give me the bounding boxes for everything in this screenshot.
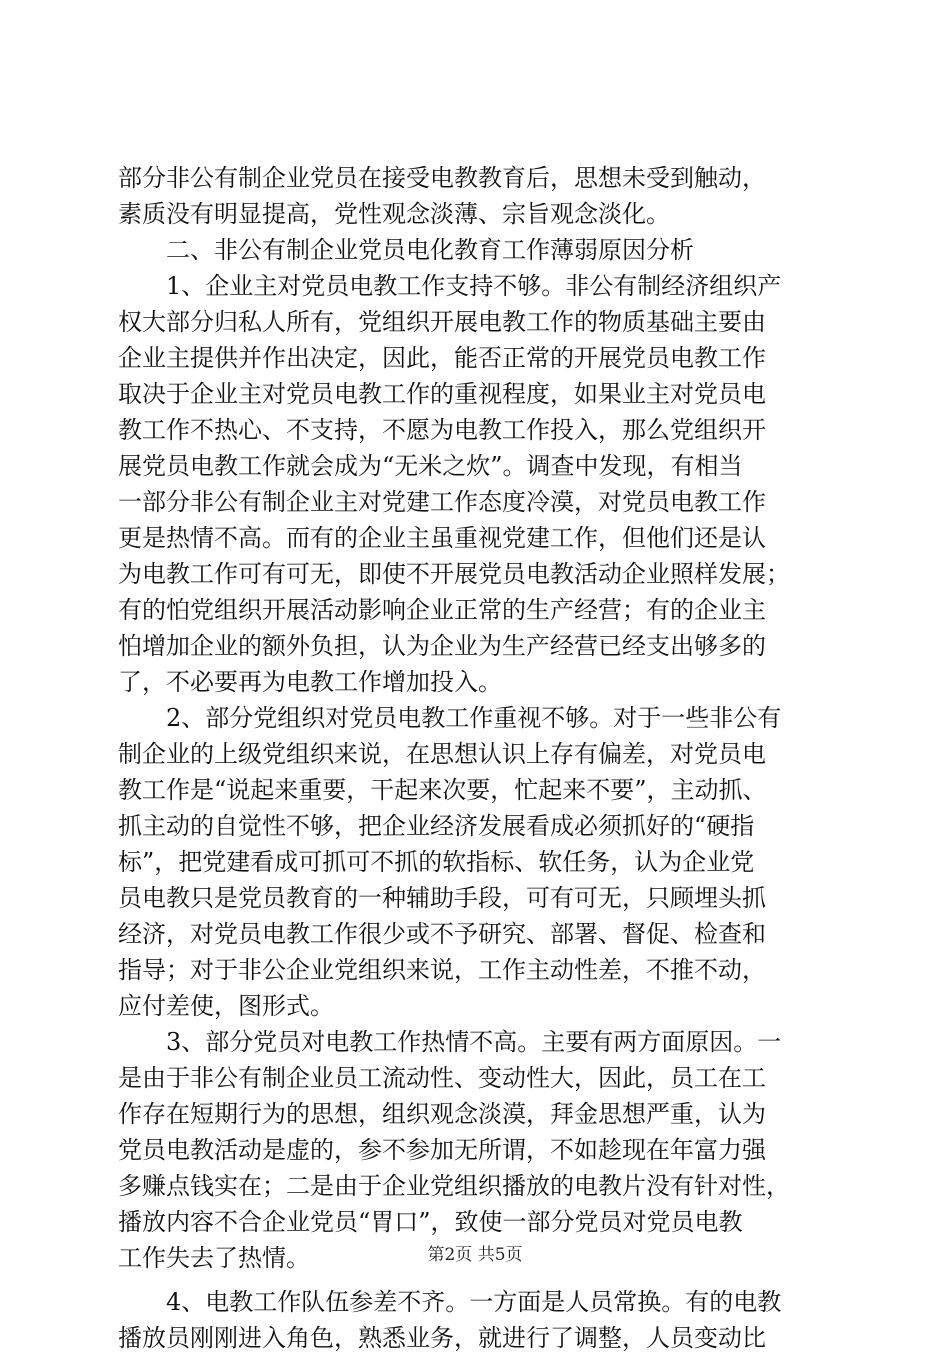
text-line: 1、企业主对党员电教工作支持不够。非公有制经济组织产 [118,272,782,300]
text-line: 工作失去了热情。 [118,1244,310,1272]
text-line: 党员电教活动是虚的，参不参加无所谓，不如趁现在年富力强 [118,1136,766,1164]
text-line: 更是热情不高。而有的企业主虽重视党建工作，但他们还是认 [118,524,766,552]
text-line: 播放员刚刚进入角色，熟悉业务，就进行了调整，人员变动比 [118,1324,766,1352]
text-line: 教工作是“说起来重要，干起来次要，忙起来不要”，主动抓、 [118,776,767,804]
text-line: 怕增加企业的额外负担，认为企业为生产经营已经支出够多的 [118,632,766,660]
text-line: 标”，把党建看成可抓可不抓的软指标、软任务，认为企业党 [118,848,755,876]
text-line: 作存在短期行为的思想，组织观念淡漠，拜金思想严重，认为 [118,1100,766,1128]
text-line: 员电教只是党员教育的一种辅助手段，可有可无，只顾埋头抓 [118,884,766,912]
text-line: 2、部分党组织对党员电教工作重视不够。对于一些非公有 [118,704,782,732]
text-line: 3、部分党员对电教工作热情不高。主要有两方面原因。一 [118,1028,782,1056]
text-line: 指导；对于非公企业党组织来说，工作主动性差，不推不动， [118,956,766,984]
text-line: 企业主提供并作出决定，因此，能否正常的开展党员电教工作 [118,344,766,372]
text-line: 制企业的上级党组织来说，在思想认识上存有偏差，对党员电 [118,740,766,768]
text-line: 一部分非公有制企业主对党建工作态度冷漠，对党员电教工作 [118,488,766,516]
document-body [118,160,833,1356]
text-line: 4、电教工作队伍参差不齐。一方面是人员常换。有的电教 [118,1288,782,1316]
text-line: 二、非公有制企业党员电化教育工作薄弱原因分析 [118,236,694,264]
page-number-label: 第2页 共5页 [427,1245,523,1265]
text-line: 权大部分归私人所有，党组织开展电教工作的物质基础主要由 [118,308,766,336]
page-footer [0,1240,950,1265]
text-line: 展党员电教工作就会成为“无米之炊”。调查中发现，有相当 [118,452,743,480]
text-line: 素质没有明显提高，党性观念淡薄、宗旨观念淡化。 [118,200,670,228]
text-line: 教工作不热心、不支持，不愿为电教工作投入，那么党组织开 [118,416,766,444]
text-line: 抓主动的自觉性不够，把企业经济发展看成必须抓好的“硬指 [118,812,755,840]
text-line: 应付差使，图形式。 [118,992,334,1020]
text-line: 取决于企业主对党员电教工作的重视程度，如果业主对党员电 [118,380,766,408]
text-line: 为电教工作可有可无，即使不开展党员电教活动企业照样发展； [118,560,790,588]
text-line: 经济，对党员电教工作很少或不予研究、部署、督促、检查和 [118,920,766,948]
text-line: 多赚点钱实在；二是由于企业党组织播放的电教片没有针对性， [118,1172,790,1200]
text-line: 是由于非公有制企业员工流动性、变动性大，因此，员工在工 [118,1064,766,1092]
text-line: 播放内容不合企业党员“胃口”，致使一部分党员对党员电教 [118,1208,743,1236]
text-line: 了，不必要再为电教工作增加投入。 [118,668,502,696]
text-line: 有的怕党组织开展活动影响企业正常的生产经营；有的企业主 [118,596,766,624]
text-line: 部分非公有制企业党员在接受电教教育后，思想未受到触动， [118,164,766,192]
